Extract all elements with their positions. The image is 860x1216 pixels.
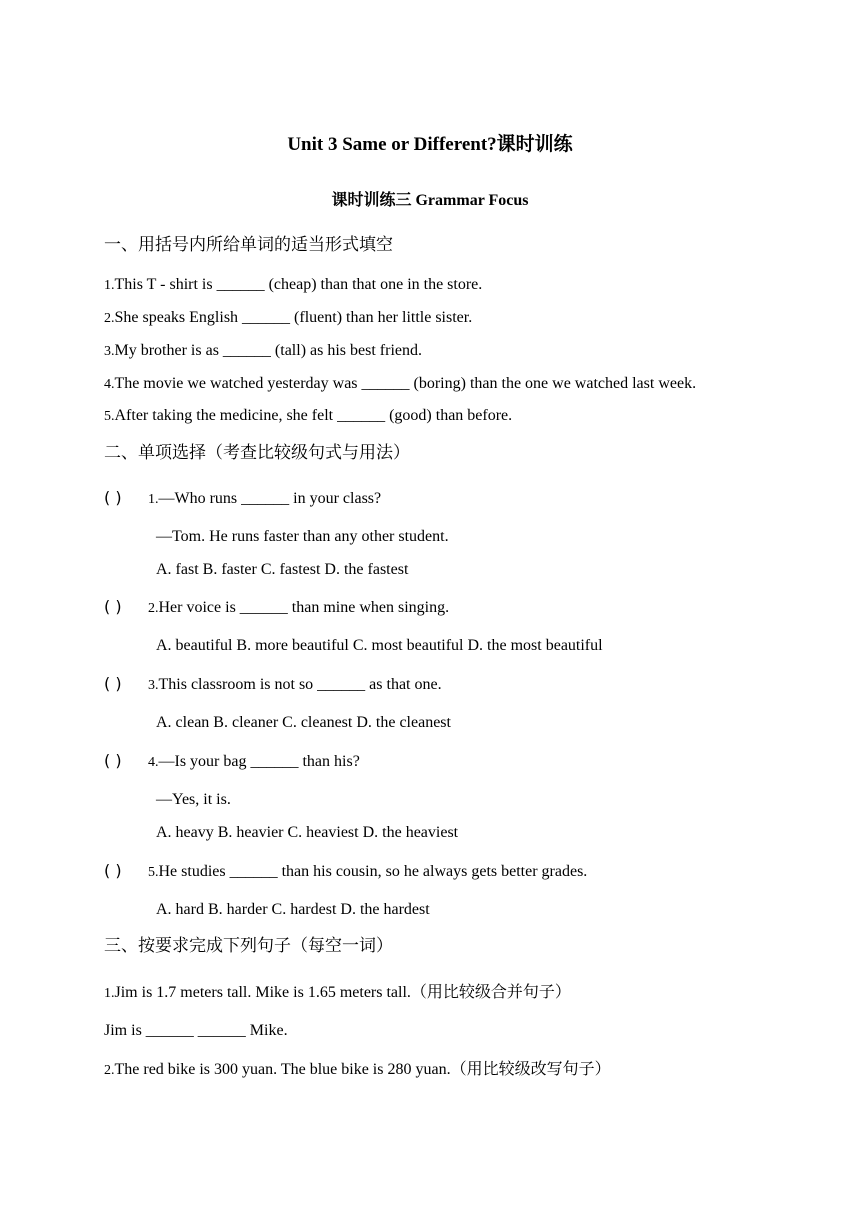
section-2-heading: 二、单项选择（考查比较级句式与用法） <box>104 443 410 463</box>
fill-item-1 <box>104 277 482 293</box>
question-options: A. heavy B. heavier C. heaviest D. the heaviest <box>156 824 459 841</box>
item-text: After taking the medicine, she felt ______ (good) than before. <box>114 407 513 424</box>
item-number: 2. <box>104 311 115 326</box>
rewrite-answer-line: Jim is ______ ______ Mike. <box>104 1022 288 1039</box>
item-number: 1. <box>104 986 115 1001</box>
question-text: He studies ______ than his cousin, so he always gets better grades. <box>158 863 588 880</box>
question-text: —Who runs ______ in your class? <box>158 490 382 507</box>
answer-blank[interactable]: ( ) <box>104 674 122 693</box>
question-options: A. clean B. cleaner C. cleanest D. the cleanest <box>156 714 451 731</box>
item-text: This T - shirt is ______ (cheap) than that one in the store. <box>114 276 483 293</box>
answer-blank[interactable]: ( ) <box>104 861 122 880</box>
question-reply: —Tom. He runs faster than any other student. <box>156 528 449 545</box>
item-text: My brother is as ______ (tall) as his best friend. <box>114 342 422 359</box>
rewrite-item-2 <box>104 1061 611 1078</box>
choice-question-1 <box>104 490 381 507</box>
question-text: This classroom is not so ______ as that one. <box>158 676 442 693</box>
question-options: A. fast B. faster C. fastest D. the fastest <box>156 561 409 578</box>
choice-question-4 <box>104 753 360 770</box>
fill-item-4 <box>104 376 696 392</box>
item-number: 1. <box>104 278 115 293</box>
page-subtitle: 课时训练三 Grammar Focus <box>331 192 529 209</box>
answer-blank[interactable]: ( ) <box>104 597 122 616</box>
item-text: The red bike is 300 yuan. The blue bike is 280 yuan. <box>114 1061 451 1078</box>
fill-item-3 <box>104 343 422 359</box>
question-number: 5. <box>148 865 159 880</box>
question-number: 2. <box>148 601 159 616</box>
section-1-heading: 一、用括号内所给单词的适当形式填空 <box>104 235 393 255</box>
question-number: 3. <box>148 678 159 693</box>
item-number: 5. <box>104 409 115 424</box>
choice-question-5 <box>104 863 587 880</box>
question-reply: —Yes, it is. <box>156 791 231 808</box>
question-options: A. hard B. harder C. hardest D. the hardest <box>156 901 430 918</box>
question-text: —Is your bag ______ than his? <box>158 753 360 770</box>
item-instruction: （用比较级合并句子） <box>410 982 571 1001</box>
answer-blank[interactable]: ( ) <box>104 751 122 770</box>
question-number: 4. <box>148 755 159 770</box>
rewrite-item-1 <box>104 984 571 1001</box>
item-number: 2. <box>104 1063 115 1078</box>
answer-blank[interactable]: ( ) <box>104 488 122 507</box>
item-text: The movie we watched yesterday was ______ (boring) than the one we watched last week. <box>114 375 697 392</box>
section-3-heading: 三、按要求完成下列句子（每空一词） <box>104 936 393 956</box>
item-number: 4. <box>104 377 115 392</box>
question-text: Her voice is ______ than mine when singing. <box>158 599 450 616</box>
item-instruction: （用比较级改写句子） <box>450 1059 611 1078</box>
item-text: Jim is 1.7 meters tall. Mike is 1.65 meters tall. <box>114 984 411 1001</box>
question-options: A. beautiful B. more beautiful C. most beautiful D. the most beautiful <box>156 637 603 654</box>
choice-question-3 <box>104 676 442 693</box>
fill-item-5 <box>104 408 512 424</box>
choice-question-2 <box>104 599 449 616</box>
item-text: She speaks English ______ (fluent) than her little sister. <box>114 309 473 326</box>
fill-item-2 <box>104 310 472 326</box>
question-number: 1. <box>148 492 159 507</box>
item-number: 3. <box>104 344 115 359</box>
page-title: Unit 3 Same or Different?课时训练 <box>287 134 573 155</box>
